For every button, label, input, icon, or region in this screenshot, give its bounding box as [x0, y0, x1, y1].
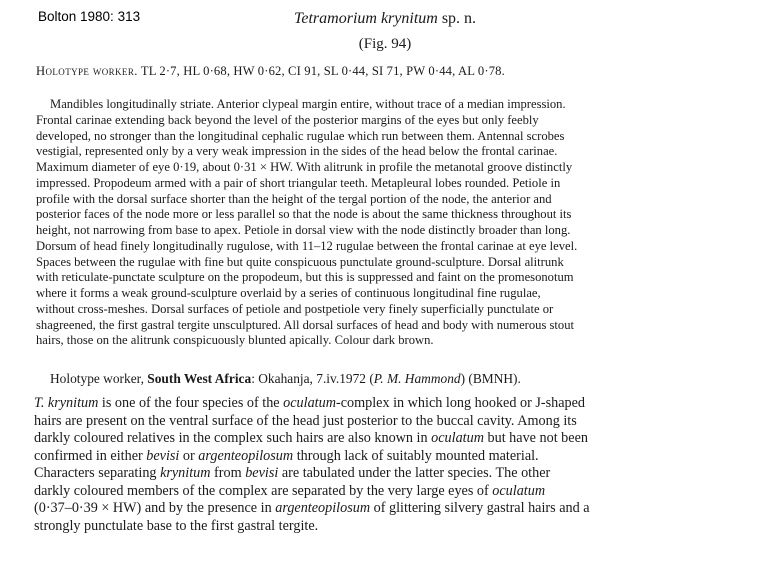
- citation-label: Bolton 1980: 313: [38, 9, 141, 24]
- remarks-line: [34, 518, 734, 536]
- taxon-name: oculatum: [431, 430, 484, 446]
- material-repository: ) (BMNH).: [460, 371, 521, 386]
- description-line: where it forms a weak ground-sculpture overlaid by a series of continuous longitudinal fine rugulae,: [36, 286, 541, 300]
- material-examined: [50, 371, 521, 387]
- remarks-text: of glittering silvery gastral hairs and a: [370, 500, 590, 516]
- description-line: posterior faces of the node more or less parallel so that the node is about the same thickness throughout its: [36, 207, 572, 222]
- taxon-name: argenteopilosum: [275, 500, 371, 516]
- taxon-name: oculatum: [492, 482, 546, 499]
- holotype-label: Holotype worker.: [36, 64, 138, 78]
- description-line: vestigial, represented only by a very weak impression in the sides of the head below the frontal carinae.: [36, 144, 558, 159]
- taxon-name: T. krynitum: [34, 395, 99, 411]
- remarks-paragraph: [34, 395, 734, 535]
- material-collector: P. M. Hammond: [373, 371, 461, 386]
- remarks-text: darkly coloured members of the complex are separated by the very large eyes of: [34, 482, 493, 499]
- remarks-line: [34, 413, 734, 431]
- taxon-name: oculatum: [283, 395, 336, 411]
- remarks-text: or: [179, 447, 199, 464]
- description-line: with reticulate-punctate sculpture on the propodeum, but this is suppressed and faint on the promesonotum: [36, 270, 574, 285]
- remarks-line: [34, 500, 734, 518]
- material-country: South West Africa: [147, 371, 252, 386]
- material-prefix: Holotype worker,: [50, 371, 148, 386]
- remarks-line: [34, 465, 734, 483]
- description-line: Dorsum of head finely longitudinally rugulose, with 11–12 rugulae between the frontal carinae at eye level.: [36, 238, 578, 253]
- remarks-text: Characters separating: [34, 465, 161, 481]
- taxon-name: argenteopilosum: [198, 447, 294, 464]
- remarks-line: [34, 448, 734, 466]
- species-status: sp. n.: [441, 10, 477, 27]
- taxon-name: krynitum: [160, 465, 211, 481]
- remarks-text: are tabulated under the latter species. The other: [278, 465, 551, 481]
- description-line: without cross-meshes. Dorsal surfaces of petiole and postpetiole very finely superficially punctulate or: [36, 301, 554, 316]
- description-line: Mandibles longitudinally striate. Anterior clypeal margin entire, without trace of a median impression.: [50, 97, 566, 111]
- remarks-text: from: [210, 465, 246, 481]
- taxon-name: bevisi: [146, 447, 180, 464]
- remarks-text: darkly coloured relatives in the complex such hairs are also known in: [34, 430, 432, 446]
- remarks-text: (0·37–0·39 × HW) and by the presence in: [34, 500, 276, 516]
- description-line: hairs, those on the alitrunk conspicuously blunted apically. Colour dark brown.: [36, 333, 434, 348]
- remarks-text: -complex in which long hooked or J-shaped: [335, 395, 585, 411]
- species-title: [0, 10, 770, 28]
- remarks-text: hairs are present on the ventral surface of the head just posterior to the buccal cavity. Among its: [34, 412, 577, 429]
- description-line: Frontal carinae extending back beyond the level of the posterior margins of the eyes but only feebly: [36, 112, 539, 127]
- remarks-text: is one of the four species of the: [98, 395, 284, 411]
- remarks-line: [34, 395, 734, 413]
- remarks-line: [34, 430, 734, 448]
- remarks-text: confirmed in either: [34, 447, 147, 464]
- description-line: profile with the dorsal surface shorter than the height of the tergal portion of the node, the anterior and: [36, 191, 552, 206]
- material-locality: : Okahanja, 7.iv.1972 (: [251, 371, 374, 386]
- description-line: shagreened, the first gastral tergite unsculptured. All dorsal surfaces of head and body with numerous stout: [36, 317, 575, 332]
- taxon-name: bevisi: [245, 465, 279, 481]
- remarks-line: [34, 483, 734, 501]
- holotype-values: TL 2·7, HL 0·68, HW 0·62, CI 91, SL 0·44, SI 71, PW 0·44, AL 0·78.: [140, 64, 505, 78]
- species-name: Tetramorium krynitum: [293, 10, 438, 27]
- figure-reference: (Fig. 94): [358, 36, 412, 52]
- remarks-text: through lack of suitably mounted material.: [293, 447, 539, 464]
- remarks-text: but have not been: [483, 430, 588, 446]
- description-paragraph: [36, 97, 720, 349]
- description-line: Maximum diameter of eye 0·19, about 0·31 × HW. With alitrunk in profile the metanotal groove distinctly: [36, 160, 573, 174]
- holotype-measurements: [36, 64, 505, 79]
- description-line: impressed. Propodeum armed with a pair of short triangular teeth. Metapleural lobes rounded. Petiole in: [36, 175, 561, 190]
- description-line: height, not narrowing from base to apex. Petiole in dorsal view with the node distinctly broader than long.: [36, 223, 571, 237]
- description-line: Spaces between the rugulae with fine but quite conspicuous punctulate ground-sculpture. Dorsal alitrunk: [36, 254, 564, 269]
- remarks-text: strongly punctulate base to the first gastral tergite.: [34, 517, 319, 534]
- description-line: developed, no stronger than the longitudinal cephalic rugulae which run between them. Antennal scrobes: [36, 128, 565, 143]
